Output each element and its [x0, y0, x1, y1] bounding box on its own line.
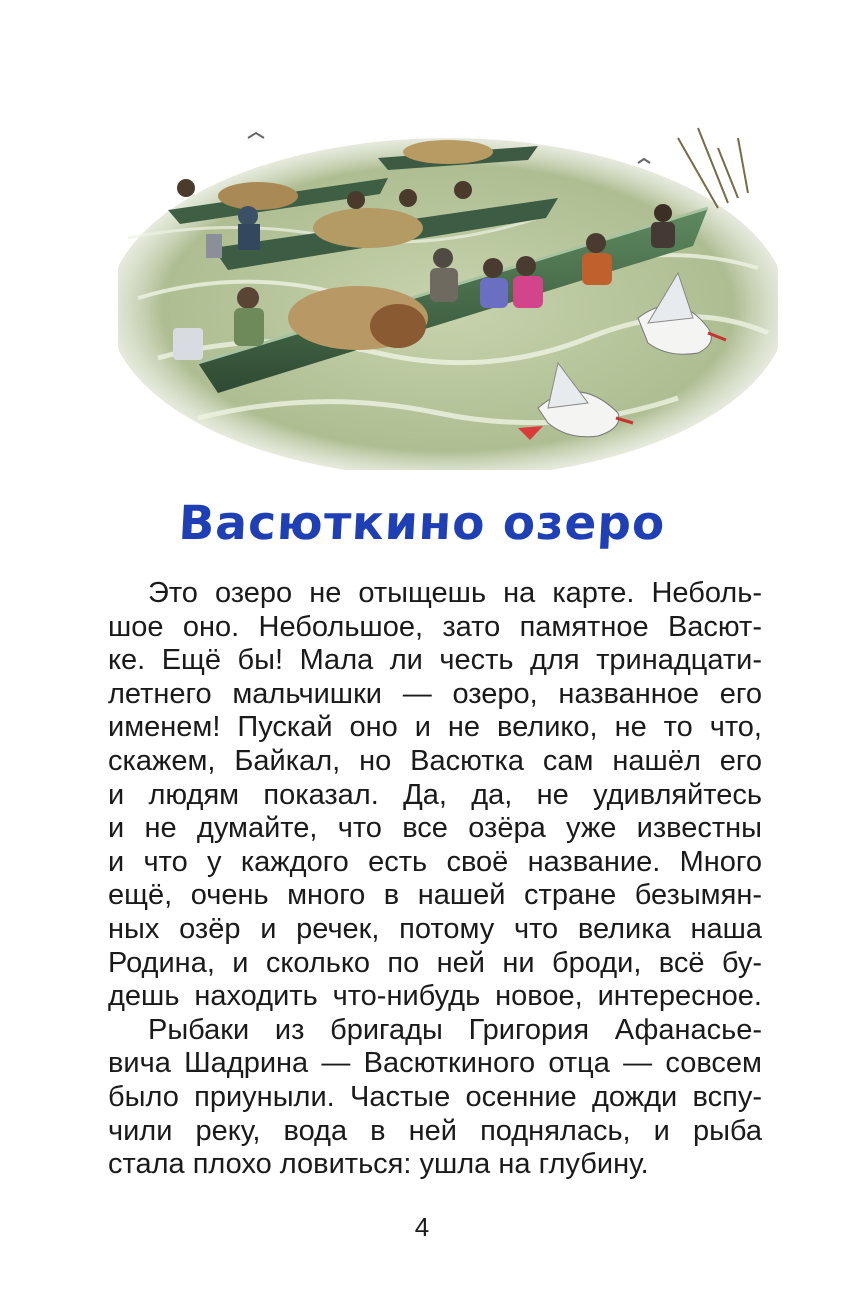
page-number: 4 — [414, 1212, 430, 1242]
paragraph-2 — [108, 1014, 762, 1182]
text-line: стала плохо ловиться: ушла на глубину. — [108, 1148, 649, 1181]
text-line: было приуныли. Частые осенние дожди вспу- — [108, 1080, 762, 1113]
text-line: ещё, очень много в нашей стране безымян- — [108, 879, 762, 912]
text-line: Это озеро не отыщешь на карте. Неболь- — [148, 577, 762, 609]
text-line: дешь находить что-нибудь новое, интересное. — [108, 980, 762, 1013]
text-line: вича Шадрина — Васюткиного отца — совсем — [108, 1047, 762, 1080]
chapter-title: Васюткино озеро — [177, 496, 667, 551]
text-line: и что у каждого есть своё название. Много — [108, 845, 762, 878]
body-text — [108, 577, 762, 1182]
text-line: и людям показал. Да, да, не удивляйтесь — [108, 778, 762, 811]
text-line: шое оно. Небольшое, зато памятное Васют- — [108, 610, 762, 643]
text-line: именем! Пускай оно и не велико, не то что, — [108, 711, 762, 744]
text-line: скажем, Байкал, но Васютка сам нашёл его — [108, 744, 762, 777]
text-line: чили реку, вода в ней поднялась, и рыба — [108, 1114, 762, 1147]
text-line: Родина, и сколько по ней ни броди, всё бу- — [108, 946, 762, 979]
text-line: летнего мальчишки — озеро, названное его — [108, 677, 762, 710]
text-line: ных озёр и речек, потому что велика наша — [108, 912, 762, 945]
text-line: и не думайте, что все озёра уже известны — [108, 812, 762, 845]
text-line: ке. Ещё бы! Мала ли честь для тринадцати- — [108, 644, 762, 677]
boats-illustration — [118, 118, 778, 470]
text-line: Рыбаки из бригады Григория Афанасье- — [148, 1013, 762, 1046]
paragraph-1 — [108, 577, 762, 1014]
